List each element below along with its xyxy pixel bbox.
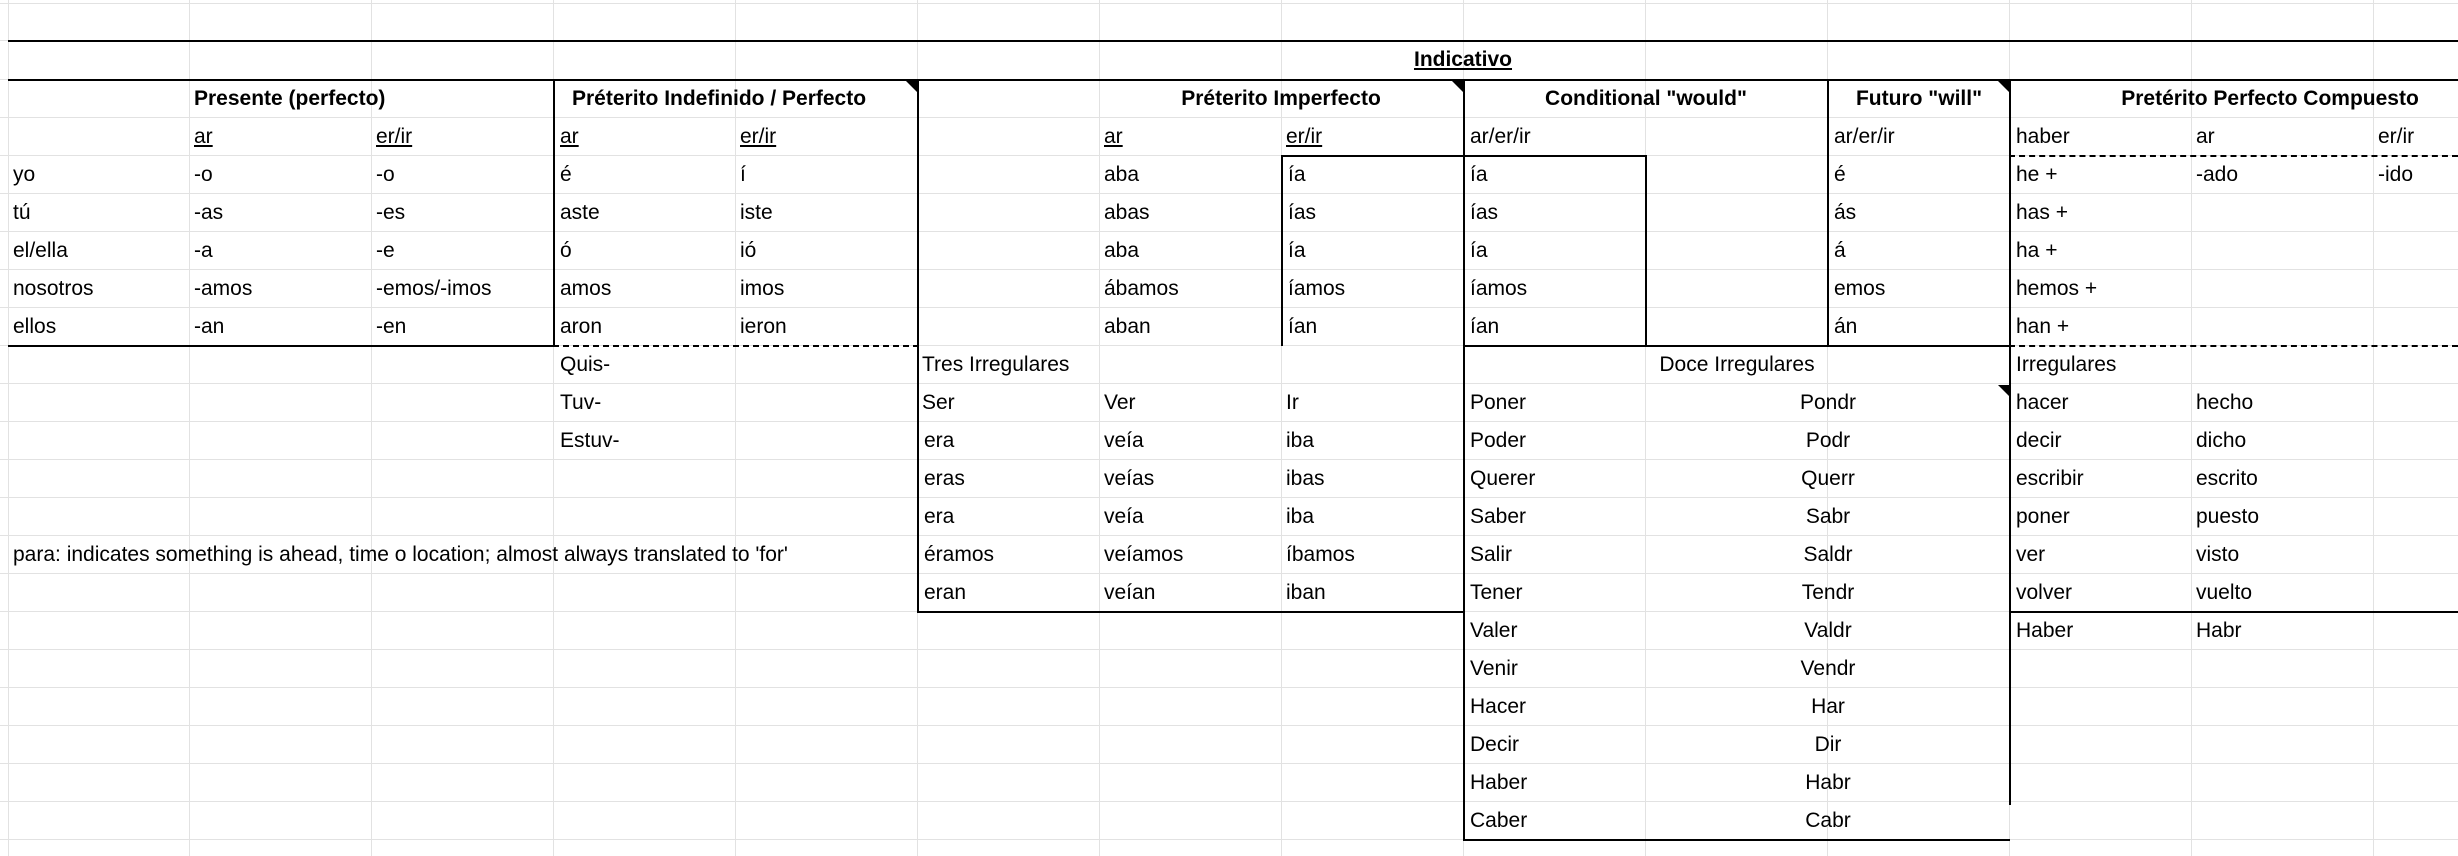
doce-verb-cell[interactable]: Hacer bbox=[1470, 695, 1527, 718]
doce-verb-cell[interactable]: Poder bbox=[1470, 429, 1527, 452]
doce-verb-cell[interactable]: Valer bbox=[1470, 619, 1518, 642]
ver-form-cell[interactable]: veían bbox=[1104, 581, 1156, 604]
presente-erir-cell[interactable]: -en bbox=[376, 315, 407, 338]
compuesto-haber-cell[interactable]: ha + bbox=[2016, 239, 2058, 262]
doce-stem-cell[interactable]: Habr bbox=[1805, 771, 1851, 794]
ver-form-cell[interactable]: veías bbox=[1104, 467, 1155, 490]
ser-form-cell[interactable]: eras bbox=[924, 467, 965, 490]
imperfecto-erir-cell[interactable]: ía bbox=[1288, 239, 1306, 262]
participle-form-cell[interactable]: dicho bbox=[2196, 429, 2247, 452]
participle-verb-cell[interactable]: escribir bbox=[2016, 467, 2084, 490]
header-futuro[interactable]: Futuro "will" bbox=[1855, 87, 1983, 110]
tres-irregulares-verb[interactable]: Ir bbox=[1286, 391, 1299, 414]
doce-verb-cell[interactable]: Caber bbox=[1470, 809, 1528, 832]
doce-stem-cell[interactable]: Har bbox=[1811, 695, 1845, 718]
conditional-cell[interactable]: íamos bbox=[1470, 277, 1528, 300]
header-preterito-indefinido[interactable]: Préterito Indefinido / Perfecto bbox=[572, 87, 867, 110]
compuesto-haber-cell[interactable]: han + bbox=[2016, 315, 2070, 338]
grid-line bbox=[0, 725, 2458, 726]
participle-form-cell[interactable]: escrito bbox=[2196, 467, 2258, 490]
conditional-cell[interactable]: ía bbox=[1470, 239, 1488, 262]
grid-line bbox=[0, 231, 2458, 232]
doce-stem-cell[interactable]: Cabr bbox=[1805, 809, 1851, 832]
doce-stem-cell[interactable]: Querr bbox=[1801, 467, 1855, 490]
grid-line bbox=[0, 801, 2458, 802]
header-conditional[interactable]: Conditional "would" bbox=[1545, 87, 1747, 110]
indef-irregular-stem[interactable]: Estuv- bbox=[560, 429, 620, 452]
doce-verb-cell[interactable]: Poner bbox=[1470, 391, 1527, 414]
doce-stem-cell[interactable]: Pondr bbox=[1799, 391, 1857, 414]
subheader-imp-ar[interactable]: ar bbox=[1104, 125, 1123, 148]
doce-verb-cell[interactable]: Querer bbox=[1470, 467, 1536, 490]
participle-form-cell[interactable]: hecho bbox=[2196, 391, 2254, 414]
imperfecto-erir-cell[interactable]: ías bbox=[1288, 201, 1317, 224]
ver-form-cell[interactable]: veía bbox=[1104, 429, 1144, 452]
subheader-comp-erir[interactable]: er/ir bbox=[2378, 125, 2415, 148]
pronoun-cell[interactable]: nosotros bbox=[13, 277, 94, 300]
doce-verb-cell[interactable]: Haber bbox=[1470, 771, 1528, 794]
header-preterito-imperfecto[interactable]: Préterito Imperfecto bbox=[1181, 87, 1381, 110]
presente-ar-cell[interactable]: -amos bbox=[194, 277, 253, 300]
futuro-cell[interactable]: án bbox=[1834, 315, 1858, 338]
subheader-indef-erir[interactable]: er/ir bbox=[740, 125, 777, 148]
participle-verb-cell[interactable]: hacer bbox=[2016, 391, 2069, 414]
border-line bbox=[917, 611, 1465, 613]
indefinido-erir-cell[interactable]: imos bbox=[740, 277, 785, 300]
conditional-cell[interactable]: ía bbox=[1470, 163, 1488, 186]
ser-form-cell[interactable]: era bbox=[924, 429, 955, 452]
doce-irregulares-label[interactable]: Doce Irregulares bbox=[1659, 353, 1815, 376]
pronoun-cell[interactable]: yo bbox=[13, 163, 36, 186]
doce-stem-cell[interactable]: Podr bbox=[1805, 429, 1851, 452]
futuro-cell[interactable]: emos bbox=[1834, 277, 1886, 300]
presente-ar-cell[interactable]: -o bbox=[194, 163, 213, 186]
pronoun-cell[interactable]: tú bbox=[13, 201, 31, 224]
compuesto-erir-cell[interactable]: -ido bbox=[2378, 163, 2414, 186]
header-perfecto-compuesto[interactable]: Pretérito Perfecto Compuesto bbox=[2121, 87, 2419, 110]
grid-line bbox=[0, 3, 2458, 4]
indefinido-ar-cell[interactable]: aron bbox=[560, 315, 603, 338]
doce-stem-cell[interactable]: Sabr bbox=[1805, 505, 1851, 528]
participle-form-cell[interactable]: puesto bbox=[2196, 505, 2260, 528]
participle-form-cell[interactable]: Habr bbox=[2196, 619, 2242, 642]
participle-verb-cell[interactable]: ver bbox=[2016, 543, 2046, 566]
indefinido-erir-cell[interactable]: ieron bbox=[740, 315, 787, 338]
border-line bbox=[8, 40, 2458, 42]
imperfecto-erir-cell[interactable]: ían bbox=[1288, 315, 1318, 338]
grid-line bbox=[1645, 0, 1646, 856]
imperfecto-ar-cell[interactable]: abas bbox=[1104, 201, 1150, 224]
subheader-pres-erir[interactable]: er/ir bbox=[376, 125, 413, 148]
subheader-comp-ar[interactable]: ar bbox=[2196, 125, 2215, 148]
presente-ar-cell[interactable]: -as bbox=[194, 201, 224, 224]
indefinido-erir-cell[interactable]: iste bbox=[740, 201, 773, 224]
compuesto-haber-cell[interactable]: hemos + bbox=[2016, 277, 2098, 300]
grid-line bbox=[0, 193, 2458, 194]
doce-stem-cell[interactable]: Vendr bbox=[1800, 657, 1856, 680]
para-note[interactable]: para: indicates something is ahead, time o location; almost always translated to 'for' bbox=[13, 543, 788, 566]
futuro-cell[interactable]: á bbox=[1834, 239, 1846, 262]
subheader-cond-arerir[interactable]: ar/er/ir bbox=[1470, 125, 1531, 148]
doce-verb-cell[interactable]: Venir bbox=[1470, 657, 1518, 680]
ir-form-cell[interactable]: iba bbox=[1286, 505, 1315, 528]
subheader-pres-ar[interactable]: ar bbox=[194, 125, 213, 148]
ir-form-cell[interactable]: iban bbox=[1286, 581, 1326, 604]
grid-line bbox=[0, 839, 2458, 840]
tres-irregulares-verb[interactable]: Ver bbox=[1104, 391, 1136, 414]
conditional-cell[interactable]: ían bbox=[1470, 315, 1500, 338]
indefinido-erir-cell[interactable]: ió bbox=[740, 239, 757, 262]
grid-line bbox=[0, 459, 2458, 460]
doce-verb-cell[interactable]: Saber bbox=[1470, 505, 1527, 528]
doce-stem-cell[interactable]: Valdr bbox=[1804, 619, 1852, 642]
grid-line bbox=[0, 649, 2458, 650]
pronoun-cell[interactable]: el/ella bbox=[13, 239, 68, 262]
participle-verb-cell[interactable]: poner bbox=[2016, 505, 2070, 528]
tres-irregulares-label[interactable]: Tres Irregulares bbox=[922, 353, 1070, 376]
imperfecto-erir-cell[interactable]: ía bbox=[1288, 163, 1306, 186]
indef-irregular-stem[interactable]: Tuv- bbox=[560, 391, 602, 414]
ver-form-cell[interactable]: veía bbox=[1104, 505, 1144, 528]
subheader-comp-haber[interactable]: haber bbox=[2016, 125, 2070, 148]
ser-form-cell[interactable]: éramos bbox=[924, 543, 995, 566]
border-line bbox=[917, 79, 919, 346]
subheader-imp-erir[interactable]: er/ir bbox=[1286, 125, 1323, 148]
ir-form-cell[interactable]: ibas bbox=[1286, 467, 1325, 490]
ir-form-cell[interactable]: iba bbox=[1286, 429, 1315, 452]
doce-stem-cell[interactable]: Dir bbox=[1814, 733, 1842, 756]
indefinido-ar-cell[interactable]: ó bbox=[560, 239, 572, 262]
participle-verb-cell[interactable]: volver bbox=[2016, 581, 2073, 604]
imperfecto-erir-cell[interactable]: íamos bbox=[1288, 277, 1346, 300]
sheet-title[interactable]: Indicativo bbox=[1413, 48, 1513, 71]
ver-form-cell[interactable]: veíamos bbox=[1104, 543, 1184, 566]
indefinido-erir-cell[interactable]: í bbox=[740, 163, 746, 186]
border-line bbox=[8, 345, 554, 347]
participle-form-cell[interactable]: vuelto bbox=[2196, 581, 2253, 604]
doce-verb-cell[interactable]: Tener bbox=[1470, 581, 1523, 604]
imperfecto-ar-cell[interactable]: aba bbox=[1104, 163, 1140, 186]
presente-erir-cell[interactable]: -e bbox=[376, 239, 395, 262]
compuesto-ar-cell[interactable]: -ado bbox=[2196, 163, 2239, 186]
participle-form-cell[interactable]: visto bbox=[2196, 543, 2240, 566]
compuesto-haber-cell[interactable]: he + bbox=[2016, 163, 2058, 186]
grid-line bbox=[0, 497, 2458, 498]
futuro-cell[interactable]: é bbox=[1834, 163, 1846, 186]
conditional-cell[interactable]: ías bbox=[1470, 201, 1499, 224]
indefinido-ar-cell[interactable]: amos bbox=[560, 277, 612, 300]
participle-irregulares-label[interactable]: Irregulares bbox=[2016, 353, 2117, 376]
presente-ar-cell[interactable]: -a bbox=[194, 239, 213, 262]
grid-line bbox=[8, 0, 9, 856]
indefinido-ar-cell[interactable]: é bbox=[560, 163, 572, 186]
border-line bbox=[1645, 155, 1647, 346]
participle-verb-cell[interactable]: Haber bbox=[2016, 619, 2074, 642]
header-presente[interactable]: Presente (perfecto) bbox=[194, 87, 386, 110]
grid-line bbox=[0, 687, 2458, 688]
grid-line bbox=[0, 763, 2458, 764]
grid-line bbox=[0, 421, 2458, 422]
ir-form-cell[interactable]: íbamos bbox=[1286, 543, 1355, 566]
doce-verb-cell[interactable]: Salir bbox=[1470, 543, 1513, 566]
imperfecto-ar-cell[interactable]: aban bbox=[1104, 315, 1151, 338]
doce-stem-cell[interactable]: Tendr bbox=[1801, 581, 1855, 604]
doce-verb-cell[interactable]: Decir bbox=[1470, 733, 1520, 756]
ser-form-cell[interactable]: eran bbox=[924, 581, 967, 604]
futuro-cell[interactable]: ás bbox=[1834, 201, 1857, 224]
pronoun-cell[interactable]: ellos bbox=[13, 315, 57, 338]
presente-ar-cell[interactable]: -an bbox=[194, 315, 225, 338]
participle-verb-cell[interactable]: decir bbox=[2016, 429, 2062, 452]
imperfecto-ar-cell[interactable]: aba bbox=[1104, 239, 1140, 262]
border-line bbox=[1281, 155, 1647, 157]
subheader-fut-arerir[interactable]: ar/er/ir bbox=[1834, 125, 1895, 148]
tres-irregulares-verb[interactable]: Ser bbox=[922, 391, 955, 414]
imperfecto-ar-cell[interactable]: ábamos bbox=[1104, 277, 1179, 300]
compuesto-haber-cell[interactable]: has + bbox=[2016, 201, 2068, 224]
doce-stem-cell[interactable]: Saldr bbox=[1803, 543, 1853, 566]
ser-form-cell[interactable]: era bbox=[924, 505, 955, 528]
indef-irregular-stem[interactable]: Quis- bbox=[560, 353, 611, 376]
presente-erir-cell[interactable]: -emos/-imos bbox=[376, 277, 492, 300]
indefinido-ar-cell[interactable]: aste bbox=[560, 201, 600, 224]
subheader-indef-ar[interactable]: ar bbox=[560, 125, 579, 148]
presente-erir-cell[interactable]: -o bbox=[376, 163, 395, 186]
presente-erir-cell[interactable]: -es bbox=[376, 201, 406, 224]
